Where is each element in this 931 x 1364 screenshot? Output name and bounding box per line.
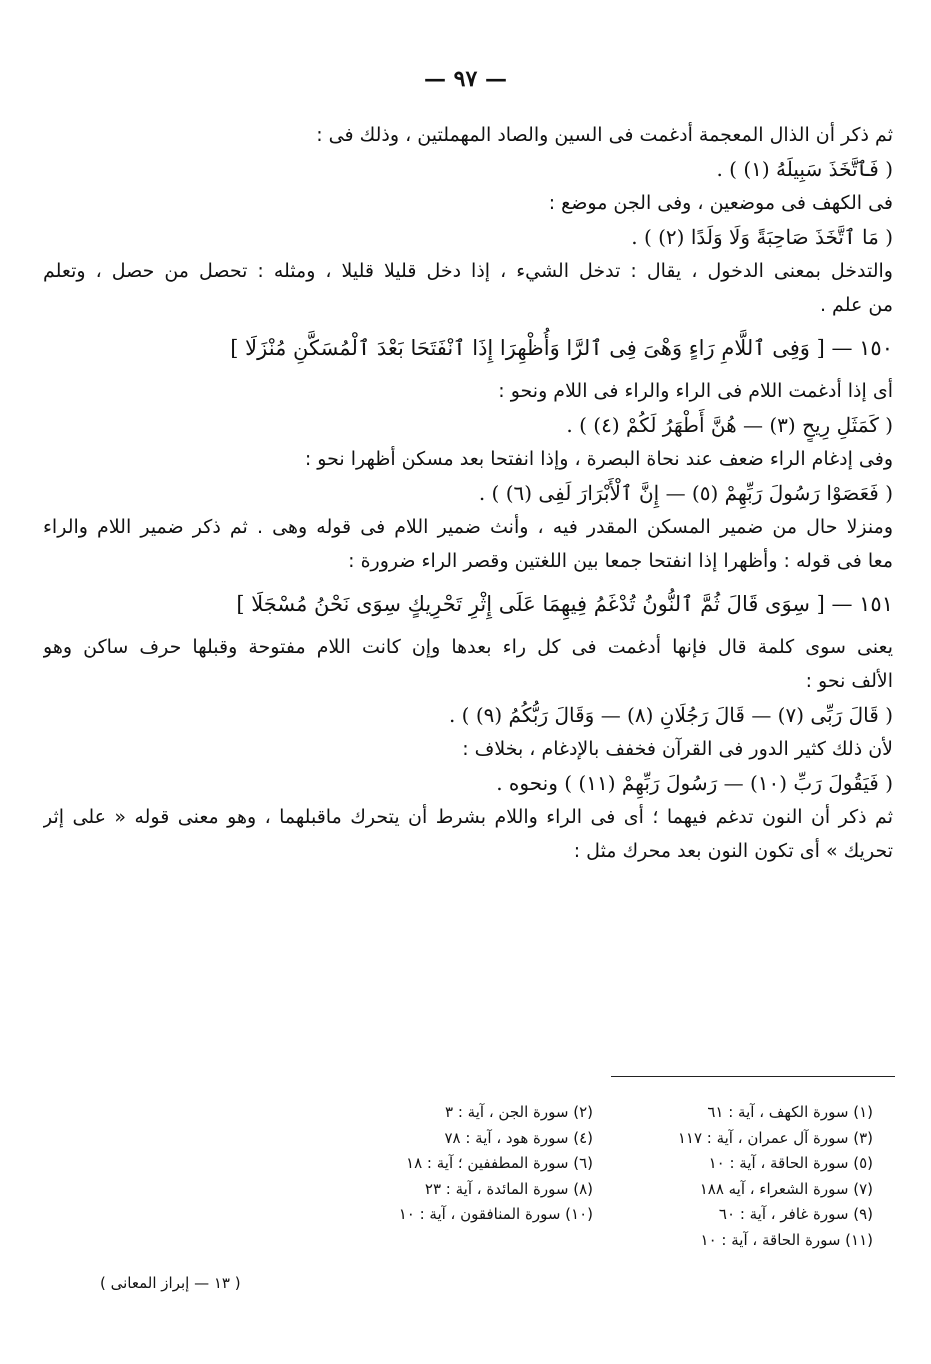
footnote: (٣) سورة آل عمران ، آية : ١١٧ xyxy=(677,1128,873,1147)
text-line: من علم . xyxy=(819,294,893,316)
text-line: ثم ذكر أن النون تدغم فيهما ؛ أى فى الراء واللام بشرط أن يتحرك ماقبلهما ، وهو معنى قوله « على إثر xyxy=(43,806,893,828)
footnote: (٥) سورة الحاقة ، آية : ١٠ xyxy=(708,1154,873,1172)
footnote: (١) سورة الكهف ، آية : ٦١ xyxy=(707,1103,873,1121)
text-line: وفى إدغام الراء ضعف عند نحاة البصرة ، وإذا انفتحا بعد مسكن أظهرا نحو : xyxy=(304,448,893,470)
text-line: يعنى سوى كلمة قال فإنها أدغمت فى كل راء بعدها وإن كانت اللام مفتوحة وقبلها حرف ساكن وهو xyxy=(43,636,893,658)
main-text xyxy=(43,118,893,868)
text-line: ثم ذكر أن الذال المعجمة أدغمت فى السين والصاد المهملتين ، وذلك فى : xyxy=(316,124,893,146)
text-line: لأن ذلك كثير الدور فى القرآن فخفف بالإدغام ، بخلاف : xyxy=(462,738,893,760)
footnote: (٧) سورة الشعراء ، آيه ١٨٨ xyxy=(699,1179,873,1198)
footnote: (٤) سورة هود ، آية : ٧٨ xyxy=(444,1128,593,1147)
footnote: (٢) سورة الجن ، آية : ٣ xyxy=(445,1103,593,1121)
poem-stanza: ١٥١ — [ سِوَى قَالَ ثُمَّ ٱلنُّونُ تُدْغَمُ فِيهِمَا عَلَى إِثْرِ تَحْرِيكٍ سِوَى نَحْنُ مُسْجَلَا ] xyxy=(236,592,893,616)
quran-citation: ( مَا ٱتَّخَذَ صَاحِبَةً وَلَا وَلَدًا (٢) ) . xyxy=(631,225,893,249)
quran-citation: ( فَٱتَّخَذَ سَبِيلَهُ (١) ) . xyxy=(716,157,893,181)
text-line: معا فى قوله : وأظهرا إذا انفتحا جمعا بين اللغتين وقصر الراء ضرورة : xyxy=(348,550,893,572)
poem-stanza: ١٥٠ — [ وَفِى ٱللَّامِ رَاءٍ وَهْىَ فِى ٱلرَّا وَأُظْهِرَا إِذَا ٱنْفَتَحَا بَعْدَ ٱلْمُسَكَّنِ مُنْزَلَا ] xyxy=(230,336,893,360)
text-line: الألف نحو : xyxy=(805,670,893,692)
footnote: (١٠) سورة المنافقون ، آية : ١٠ xyxy=(398,1205,593,1223)
text-line: أى إذا أدغمت اللام فى الراء والراء فى اللام ونحو : xyxy=(498,380,893,402)
quran-citation: ( فَيَقُولَ رَبِّ (١٠) — رَسُولَ رَبِّهِمْ (١١) ) ونحوه . xyxy=(496,771,893,795)
printer-signature: ( ١٣ — إبراز المعانى ) xyxy=(100,1274,241,1292)
quran-citation: ( فَعَصَوْا رَسُولَ رَبِّهِمْ (٥) — إِنَّ ٱلْأَبْرَارَ لَفِى (٦) ) . xyxy=(478,481,893,505)
quran-citation: ( كَمَثَلِ رِيحٍ (٣) — هُنَّ أَطْهَرُ لَكُمْ (٤) ) . xyxy=(566,413,893,437)
footnote: (٩) سورة غافر ، آية : ٦٠ xyxy=(718,1205,873,1223)
footnotes-odd-column xyxy=(623,1100,873,1253)
footnote: (١١) سورة الحاقة ، آية : ١٠ xyxy=(700,1230,873,1249)
footnote: (٨) سورة المائدة ، آية : ٢٣ xyxy=(424,1179,593,1198)
footnote-divider xyxy=(611,1076,895,1077)
text-line: ومنزلا حال من ضمير المسكن المقدر فيه ، وأنث ضمير اللام فى قوله وهى . ثم ذكر ضمير اللام والراء xyxy=(43,516,893,538)
footnotes-even-column xyxy=(363,1100,593,1228)
text-line: تحريك » أى تكون النون بعد محرك مثل : xyxy=(573,840,893,862)
page-number: — ٩٧ — xyxy=(424,66,507,92)
quran-citation: ( قَالَ رَبِّى (٧) — قَالَ رَجُلَانِ (٨) — وَقَالَ رَبُّكُمُ (٩) ) . xyxy=(448,703,893,727)
text-line: فى الكهف فى موضعين ، وفى الجن موضع : xyxy=(548,192,893,214)
text-line: والتدخل بمعنى الدخول ، يقال : تدخل الشيء ، إذا دخل قليلا قليلا ، ومثله : تحصل من حصل ، وتعلم xyxy=(43,260,893,282)
footnote: (٦) سورة المطففين ؛ آية : ١٨ xyxy=(406,1154,593,1172)
